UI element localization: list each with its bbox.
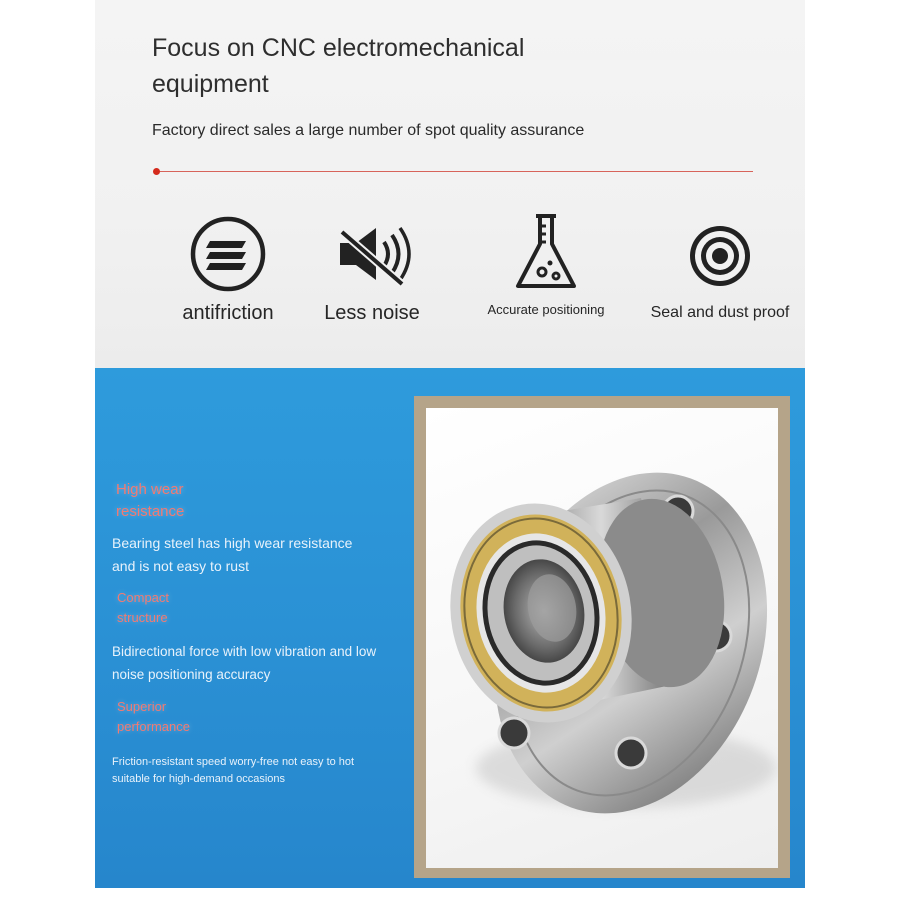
- feature-label: antifriction: [182, 302, 274, 324]
- feature-antifriction: [160, 214, 296, 325]
- feature-less-noise: [310, 214, 434, 325]
- divider-line: [157, 171, 753, 172]
- detail-heading: High wear resistance: [116, 479, 216, 523]
- bearing-product-image: [426, 408, 778, 868]
- feature-label: Seal and dust proof: [650, 304, 790, 321]
- detail-description: Bidirectional force with low vibration and low noise positioning accuracy: [112, 644, 377, 682]
- detail-heading: Superior performance: [117, 697, 217, 737]
- detail-description: Bearing steel has high wear resistance and is not easy to rust: [112, 535, 353, 574]
- divider-dot: [153, 168, 160, 175]
- flask-icon: [474, 208, 618, 296]
- speaker-muted-icon: [310, 214, 434, 294]
- detail-heading: Compact structure: [117, 588, 207, 628]
- layered-plates-icon: [160, 214, 296, 294]
- page-subtitle: Factory direct sales a large number of spot quality assurance: [152, 122, 585, 139]
- feature-seal-dust-proof: [640, 218, 800, 322]
- feature-label: Accurate positioning: [487, 302, 605, 317]
- feature-accurate-positioning: [474, 208, 618, 317]
- concentric-rings-icon: [640, 218, 800, 294]
- feature-label: Less noise: [324, 302, 420, 324]
- detail-description: Friction-resistant speed worry-free not easy to hot suitable for high-demand occasions: [112, 756, 355, 785]
- page-title: Focus on CNC electromechanical equipment: [152, 34, 525, 98]
